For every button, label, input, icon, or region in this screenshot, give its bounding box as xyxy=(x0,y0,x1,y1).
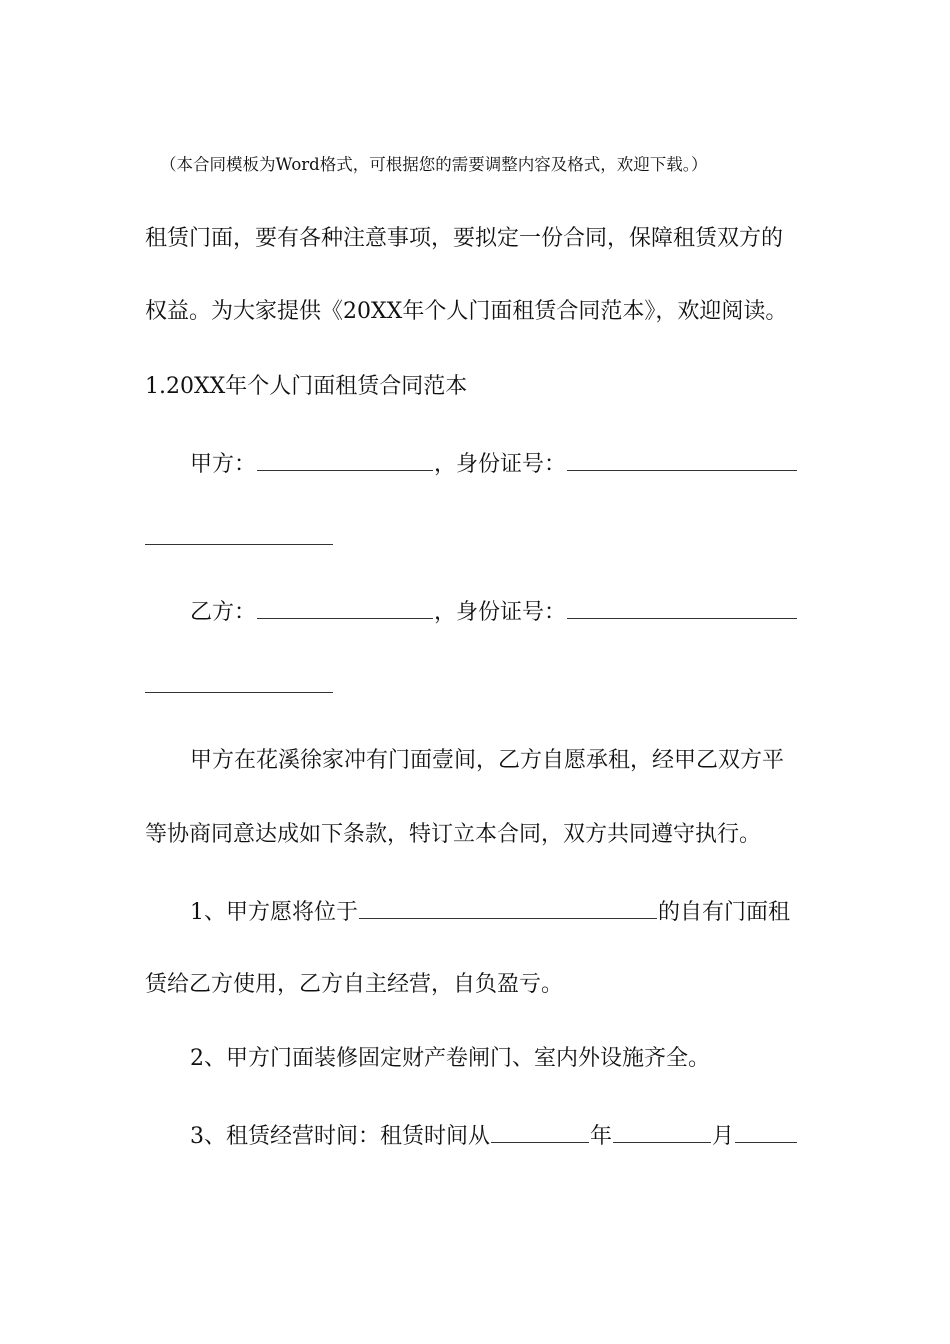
section-heading: 1.20XX年个人门面租赁合同范本 xyxy=(145,374,468,399)
party-b-id-blank[interactable] xyxy=(567,596,797,619)
template-note: （本合同模板为Word格式，可根据您的需要调整内容及格式，欢迎下载。） xyxy=(160,155,708,174)
clause-1-prefix: 1、甲方愿将位于 xyxy=(190,900,358,925)
clause-3-row xyxy=(190,1120,798,1152)
clause-1-line-2: 赁给乙方使用，乙方自主经营，自负盈亏。 xyxy=(145,972,564,997)
preamble-line-2: 等协商同意达成如下条款，特订立本合同，双方共同遵守执行。 xyxy=(145,822,762,847)
party-a-label: 甲方： xyxy=(190,452,257,477)
party-a-id-blank-continued[interactable] xyxy=(145,544,333,545)
clause-3-prefix: 3、租赁经营时间：租赁时间从 xyxy=(190,1124,490,1149)
party-b-id-blank-continued[interactable] xyxy=(145,692,333,693)
clause-3-year-blank[interactable] xyxy=(491,1120,589,1143)
party-b-label: 乙方： xyxy=(190,600,257,625)
clause-3-month-label: 月 xyxy=(712,1124,735,1149)
clause-1-location-blank[interactable] xyxy=(359,896,657,919)
intro-line-1: 租赁门面，要有各种注意事项，要拟定一份合同，保障租赁双方的 xyxy=(145,226,784,251)
clause-3-month-blank[interactable] xyxy=(613,1120,711,1143)
clause-1-row xyxy=(190,896,790,928)
party-b-row xyxy=(190,596,798,628)
preamble-line-1: 甲方在花溪徐家冲有门面壹间，乙方自愿承租，经甲乙双方平 xyxy=(190,748,785,773)
party-b-id-label: ，身份证号： xyxy=(434,600,567,625)
intro-line-2: 权益。为大家提供《20XX年个人门面租赁合同范本》，欢迎阅读。 xyxy=(145,299,788,324)
party-a-id-blank[interactable] xyxy=(567,448,797,471)
clause-2: 2、甲方门面装修固定财产卷闸门、室内外设施齐全。 xyxy=(190,1046,710,1071)
party-a-row xyxy=(190,448,798,480)
party-a-name-blank[interactable] xyxy=(257,448,433,471)
party-b-name-blank[interactable] xyxy=(257,596,433,619)
clause-1-suffix: 的自有门面租 xyxy=(658,900,791,925)
clause-3-year-label: 年 xyxy=(590,1124,613,1149)
clause-3-day-blank[interactable] xyxy=(735,1120,797,1143)
party-a-id-label: ，身份证号： xyxy=(434,452,567,477)
